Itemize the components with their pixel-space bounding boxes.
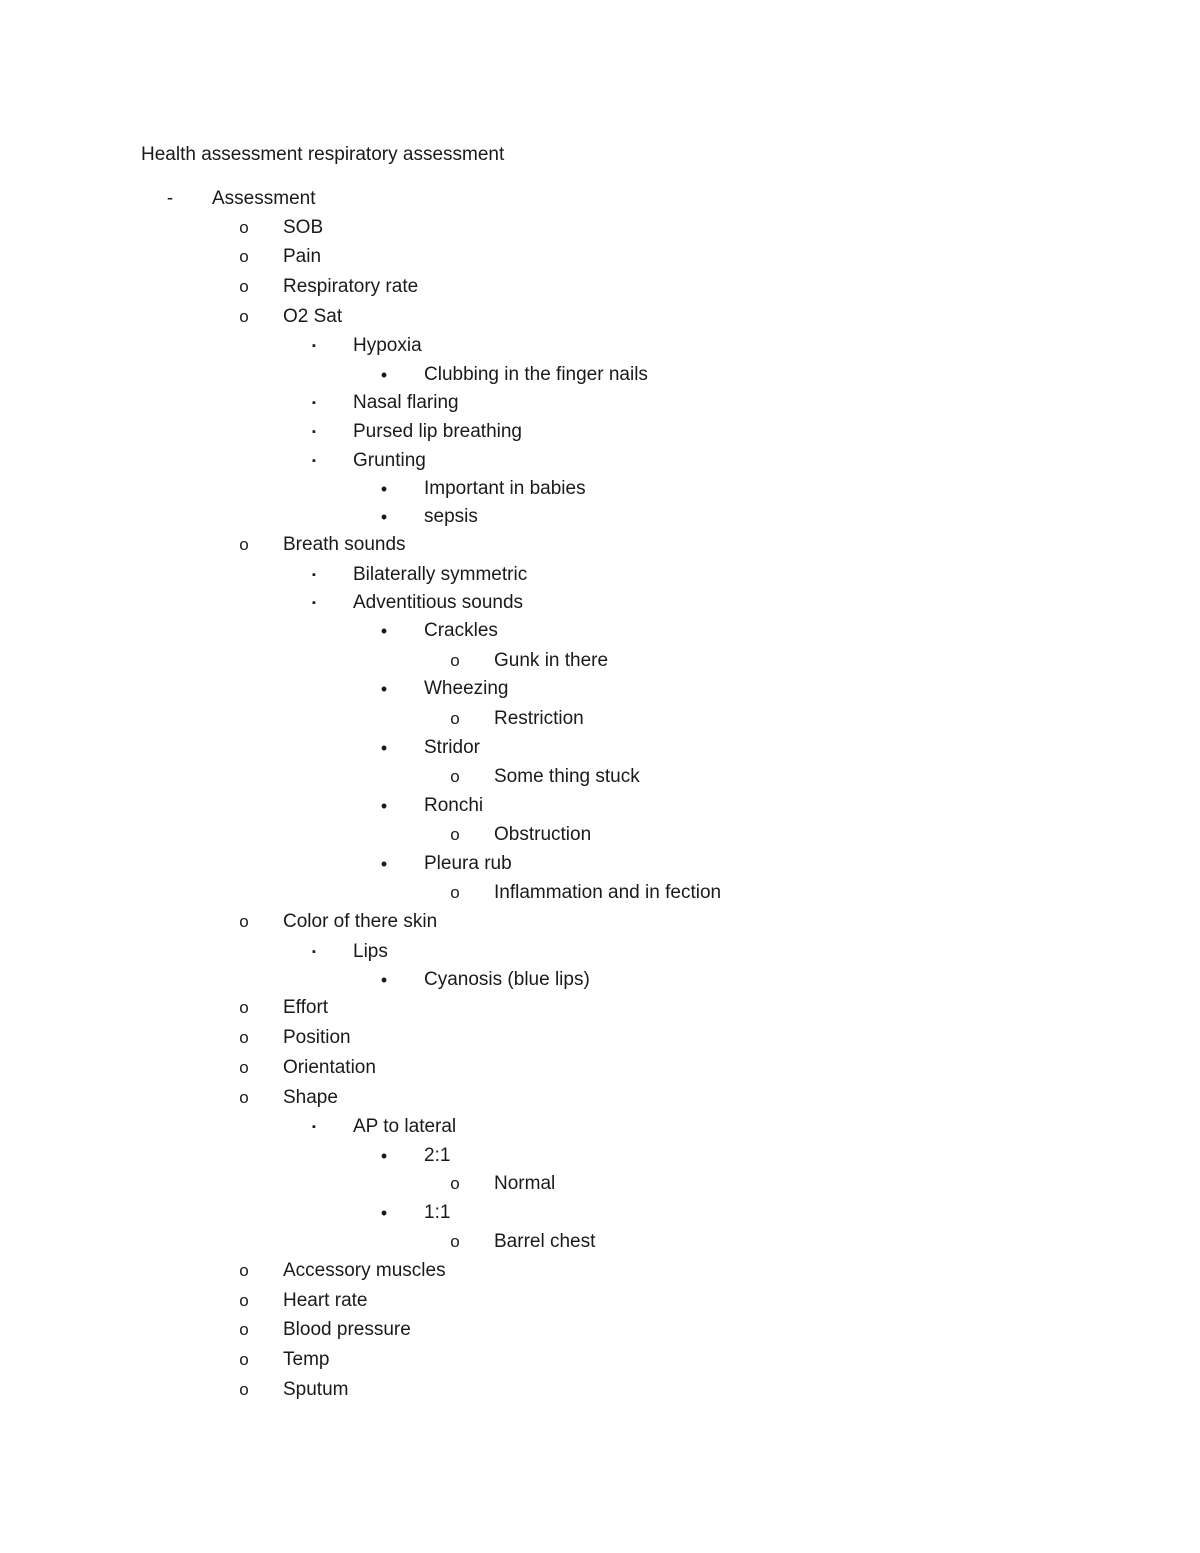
bullet-icon: • xyxy=(380,621,388,641)
list-item xyxy=(0,1056,1200,1080)
square-bullet-icon: ▪ xyxy=(312,397,316,409)
list-item-text: AP to lateral xyxy=(353,1116,457,1137)
square-bullet-icon: ▪ xyxy=(312,569,316,581)
circle-marker: o xyxy=(239,1058,249,1077)
circle-marker: o xyxy=(239,1261,249,1280)
list-item-text: Accessory muscles xyxy=(283,1260,446,1281)
list-item-text: Heart rate xyxy=(283,1290,368,1311)
list-item-text: Some thing stuck xyxy=(494,766,640,787)
list-item xyxy=(0,619,1200,643)
list-item xyxy=(0,1348,1200,1372)
list-item-text: Pain xyxy=(283,246,322,267)
circle-marker: o xyxy=(239,277,249,296)
list-item-text: Crackles xyxy=(424,620,498,641)
list-item-text: 1:1 xyxy=(424,1202,451,1223)
list-item xyxy=(0,363,1200,387)
list-item xyxy=(0,940,1200,964)
list-item-text: 2:1 xyxy=(424,1145,451,1166)
list-item-text: Pleura rub xyxy=(424,853,512,874)
list-item-text: Restriction xyxy=(494,708,584,729)
bullet-icon: • xyxy=(380,1146,388,1166)
bullet-icon: • xyxy=(380,796,388,816)
dash-marker: - xyxy=(166,188,174,209)
list-item-text: Grunting xyxy=(353,450,426,471)
bullet-icon: • xyxy=(380,854,388,874)
list-item xyxy=(0,1086,1200,1110)
list-item-text: Adventitious sounds xyxy=(353,592,524,613)
list-item xyxy=(0,1259,1200,1283)
list-item xyxy=(0,1172,1200,1196)
list-item xyxy=(0,1378,1200,1402)
list-item-text: Lips xyxy=(353,941,388,962)
list-item xyxy=(0,477,1200,501)
list-item xyxy=(0,334,1200,358)
list-item xyxy=(0,1026,1200,1050)
list-item xyxy=(0,649,1200,673)
list-item-text: sepsis xyxy=(424,506,478,527)
list-item xyxy=(0,245,1200,269)
list-item-text: Wheezing xyxy=(424,678,509,699)
list-item-text: Position xyxy=(283,1027,351,1048)
circle-marker: o xyxy=(450,883,460,902)
list-item xyxy=(0,216,1200,240)
circle-marker: o xyxy=(450,825,460,844)
list-item-text: Inflammation and in fection xyxy=(494,882,722,903)
circle-marker: o xyxy=(239,1088,249,1107)
bullet-icon: • xyxy=(380,365,388,385)
circle-marker: o xyxy=(450,651,460,670)
bullet-icon: • xyxy=(380,479,388,499)
bullet-icon: • xyxy=(380,970,388,990)
list-item-text: O2 Sat xyxy=(283,306,343,327)
list-item-text: SOB xyxy=(283,217,324,238)
list-item-text: Respiratory rate xyxy=(283,276,419,297)
circle-marker: o xyxy=(450,1232,460,1251)
list-item-text: Obstruction xyxy=(494,824,592,845)
list-item xyxy=(0,420,1200,444)
bullet-icon: • xyxy=(380,1203,388,1223)
list-item xyxy=(0,449,1200,473)
list-item xyxy=(0,823,1200,847)
circle-marker: o xyxy=(450,709,460,728)
list-item xyxy=(0,187,1200,211)
list-item xyxy=(0,1289,1200,1313)
list-item xyxy=(0,677,1200,701)
circle-marker: o xyxy=(239,998,249,1017)
square-bullet-icon: ▪ xyxy=(312,1121,316,1133)
circle-marker: o xyxy=(450,1174,460,1193)
list-item xyxy=(0,910,1200,934)
list-item xyxy=(0,765,1200,789)
list-item-text: Breath sounds xyxy=(283,534,406,555)
list-item xyxy=(0,1144,1200,1168)
bullet-icon: • xyxy=(380,679,388,699)
circle-marker: o xyxy=(239,912,249,931)
list-item-text: Sputum xyxy=(283,1379,349,1400)
list-item-text: Bilaterally symmetric xyxy=(353,564,528,585)
circle-marker: o xyxy=(450,767,460,786)
list-item xyxy=(0,852,1200,876)
circle-marker: o xyxy=(239,247,249,266)
list-item xyxy=(0,736,1200,760)
list-item xyxy=(0,1115,1200,1139)
circle-marker: o xyxy=(239,218,249,237)
circle-marker: o xyxy=(239,1350,249,1369)
list-item xyxy=(0,591,1200,615)
list-item-text: Color of there skin xyxy=(283,911,438,932)
square-bullet-icon: ▪ xyxy=(312,455,316,467)
list-item-text: Clubbing in the finger nails xyxy=(424,364,648,385)
list-item xyxy=(0,563,1200,587)
square-bullet-icon: ▪ xyxy=(312,426,316,438)
list-item xyxy=(0,1201,1200,1225)
list-item-text: Pursed lip breathing xyxy=(353,421,522,442)
square-bullet-icon: ▪ xyxy=(312,340,316,352)
list-item xyxy=(0,1230,1200,1254)
list-item-text: Important in babies xyxy=(424,478,586,499)
list-item xyxy=(0,305,1200,329)
circle-marker: o xyxy=(239,1291,249,1310)
list-item xyxy=(0,505,1200,529)
circle-marker: o xyxy=(239,535,249,554)
list-item xyxy=(0,996,1200,1020)
list-item-text: Orientation xyxy=(283,1057,376,1078)
list-item-text: Shape xyxy=(283,1087,338,1108)
list-item-text: Ronchi xyxy=(424,795,484,816)
list-item xyxy=(0,881,1200,905)
bullet-icon: • xyxy=(380,507,388,527)
square-bullet-icon: ▪ xyxy=(312,946,316,958)
list-item xyxy=(0,1318,1200,1342)
document-title: Health assessment respiratory assessment xyxy=(141,144,505,165)
list-item xyxy=(0,707,1200,731)
circle-marker: o xyxy=(239,307,249,326)
list-item xyxy=(0,794,1200,818)
circle-marker: o xyxy=(239,1320,249,1339)
list-item-text: Barrel chest xyxy=(494,1231,596,1252)
list-item-text: Hypoxia xyxy=(353,335,422,356)
list-item xyxy=(0,275,1200,299)
list-item-text: Effort xyxy=(283,997,329,1018)
list-item-text: Stridor xyxy=(424,737,480,758)
square-bullet-icon: ▪ xyxy=(312,597,316,609)
circle-marker: o xyxy=(239,1380,249,1399)
list-item xyxy=(0,968,1200,992)
list-item xyxy=(0,533,1200,557)
list-item xyxy=(0,391,1200,415)
circle-marker: o xyxy=(239,1028,249,1047)
list-item-text: Cyanosis (blue lips) xyxy=(424,969,590,990)
list-item-text: Gunk in there xyxy=(494,650,609,671)
bullet-icon: • xyxy=(380,738,388,758)
list-item-text: Assessment xyxy=(212,188,316,209)
list-item-text: Normal xyxy=(494,1173,556,1194)
list-item-text: Nasal flaring xyxy=(353,392,459,413)
list-item-text: Blood pressure xyxy=(283,1319,411,1340)
list-item-text: Temp xyxy=(283,1349,330,1370)
